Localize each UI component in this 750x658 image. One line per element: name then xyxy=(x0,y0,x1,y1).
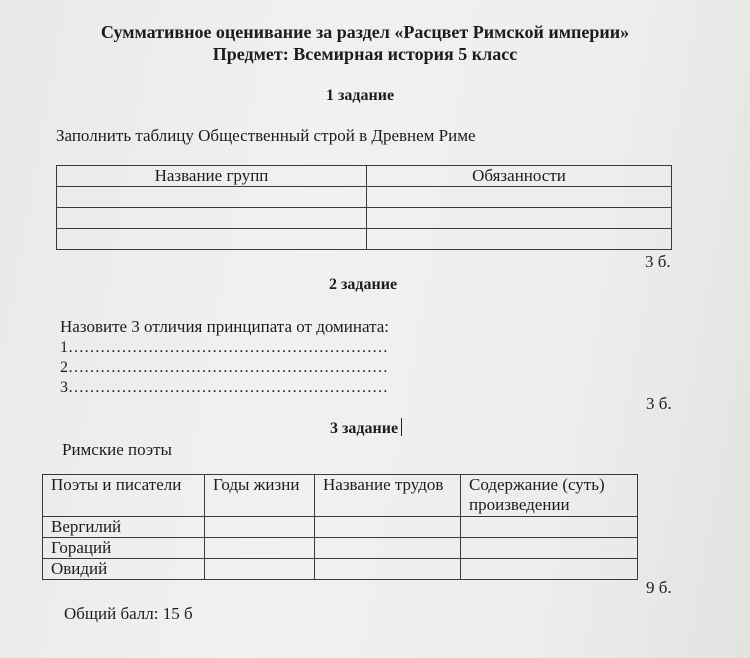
task3-heading: 3 задание xyxy=(330,420,399,437)
task1-table-header-row xyxy=(57,166,672,187)
table-row xyxy=(57,229,672,250)
table-cell[interactable] xyxy=(461,559,638,580)
task3-subtitle: Римские поэты xyxy=(62,440,172,459)
table-cell[interactable] xyxy=(461,538,638,559)
poets-column-header: Название трудов xyxy=(315,475,461,517)
task1-table xyxy=(56,165,672,250)
table-cell[interactable] xyxy=(367,208,672,229)
table-cell[interactable] xyxy=(461,517,638,538)
table-cell[interactable] xyxy=(315,538,461,559)
table-row xyxy=(43,517,638,538)
table-cell[interactable] xyxy=(57,229,367,250)
task2-heading: 2 задание xyxy=(329,276,398,293)
task1-instruction: Заполнить таблицу Общественный строй в Древнем Риме xyxy=(56,126,476,145)
table-row xyxy=(57,208,672,229)
document-title: Суммативное оценивание за раздел «Расцвет Римской империи» xyxy=(100,22,630,42)
table-cell[interactable] xyxy=(205,538,315,559)
document-subject: Предмет: Всемирная история 5 класс xyxy=(212,44,518,64)
task1-points: 3 б. xyxy=(645,252,671,271)
table-cell[interactable] xyxy=(367,187,672,208)
table-cell[interactable] xyxy=(315,517,461,538)
poet-name-cell: Вергилий xyxy=(43,517,205,538)
table-cell[interactable] xyxy=(57,208,367,229)
table-cell[interactable] xyxy=(367,229,672,250)
table-row xyxy=(43,538,638,559)
table-row xyxy=(43,559,638,580)
table-cell[interactable] xyxy=(315,559,461,580)
table-cell[interactable] xyxy=(205,559,315,580)
poets-column-header: Содержание (суть) произведении xyxy=(461,475,638,517)
task2-points: 3 б. xyxy=(646,394,672,413)
task1-column-header: Обязанности xyxy=(367,166,672,187)
text-cursor xyxy=(401,418,402,436)
task3-heading-wrap xyxy=(330,418,402,438)
table-cell[interactable] xyxy=(57,187,367,208)
poet-name-cell: Гораций xyxy=(43,538,205,559)
answer-line-2[interactable]: 2…………………………………………………… xyxy=(60,359,388,376)
poets-column-header: Годы жизни xyxy=(205,475,315,517)
table-row xyxy=(57,187,672,208)
poets-column-header: Поэты и писатели xyxy=(43,475,205,517)
answer-line-3[interactable]: 3…………………………………………………… xyxy=(60,379,388,396)
answer-line-1[interactable]: 1…………………………………………………… xyxy=(60,339,388,356)
task2-instruction: Назовите 3 отличия принципата от домината: xyxy=(60,317,389,336)
task1-column-header: Название групп xyxy=(57,166,367,187)
poets-table-header-row xyxy=(43,475,638,517)
poets-table xyxy=(42,474,638,580)
task3-points: 9 б. xyxy=(646,578,672,597)
task1-heading: 1 задание xyxy=(326,87,395,104)
poet-name-cell: Овидий xyxy=(43,559,205,580)
total-score: Общий балл: 15 б xyxy=(64,604,193,623)
table-cell[interactable] xyxy=(205,517,315,538)
